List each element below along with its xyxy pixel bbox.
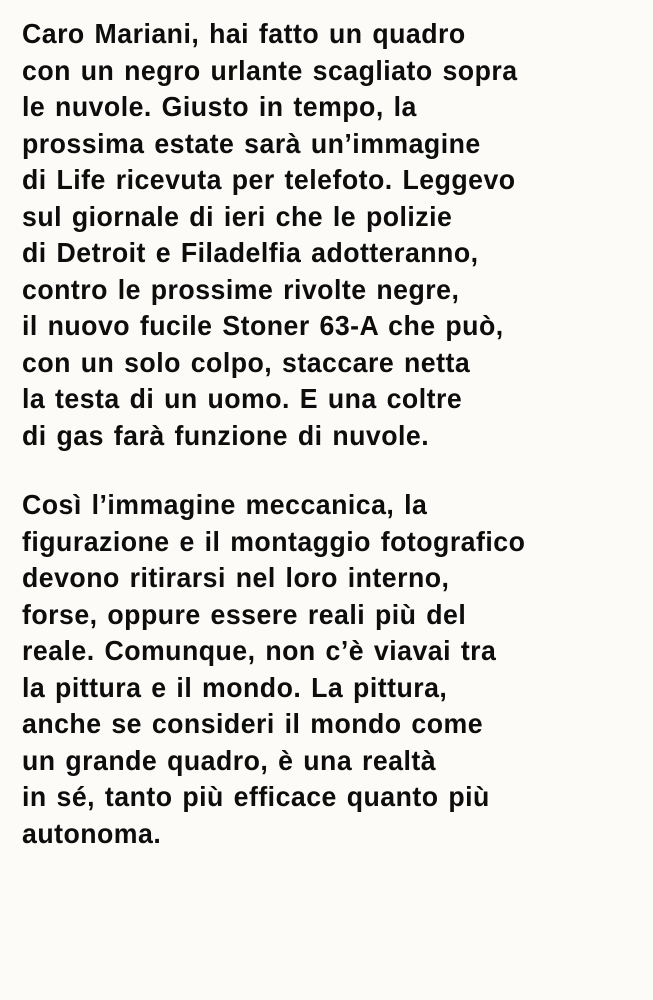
text-line: reale. Comunque, non c’è viavai tra (22, 635, 497, 666)
text-line: la testa di un uomo. E una coltre (22, 383, 463, 414)
text-line: in sé, tanto più efficace quanto più (22, 781, 490, 812)
text-line: con un negro urlante scagliato sopra (22, 54, 518, 86)
text-line: sul giornale di ieri che le polizie (22, 200, 453, 232)
text-line: di gas farà funzione di nuvole. (22, 419, 430, 451)
text-line: le nuvole. Giusto in tempo, la (22, 91, 417, 122)
text-line: autonoma. (22, 817, 162, 849)
text-line: la pittura e il mondo. La pittura, (22, 671, 448, 703)
text-line: devono ritirarsi nel loro interno, (22, 562, 450, 593)
text-line: un grande quadro, è una realtà (22, 744, 437, 776)
text-line: di Detroit e Filadelfia adotteranno, (22, 237, 479, 268)
text-line: prossima estate sarà un’immagine (22, 127, 481, 159)
text-line: contro le prossime rivolte negre, (22, 273, 460, 305)
text-line: forse, oppure essere reali più del (22, 598, 467, 630)
text-line: anche se consideri il mondo come (22, 708, 484, 739)
text-line: Così l’immagine meccanica, la (22, 489, 428, 520)
text-line: di Life ricevuta per telefoto. Leggevo (22, 164, 516, 195)
paragraph-1 (22, 16, 628, 454)
text-line: figurazione e il montaggio fotografico (22, 525, 526, 557)
text-page (22, 16, 647, 852)
paragraph-2 (22, 487, 628, 852)
text-line: con un solo colpo, staccare netta (22, 346, 471, 378)
text-line: Caro Mariani, hai fatto un quadro (22, 18, 466, 49)
text-line: il nuovo fucile Stoner 63-A che può, (22, 310, 504, 341)
